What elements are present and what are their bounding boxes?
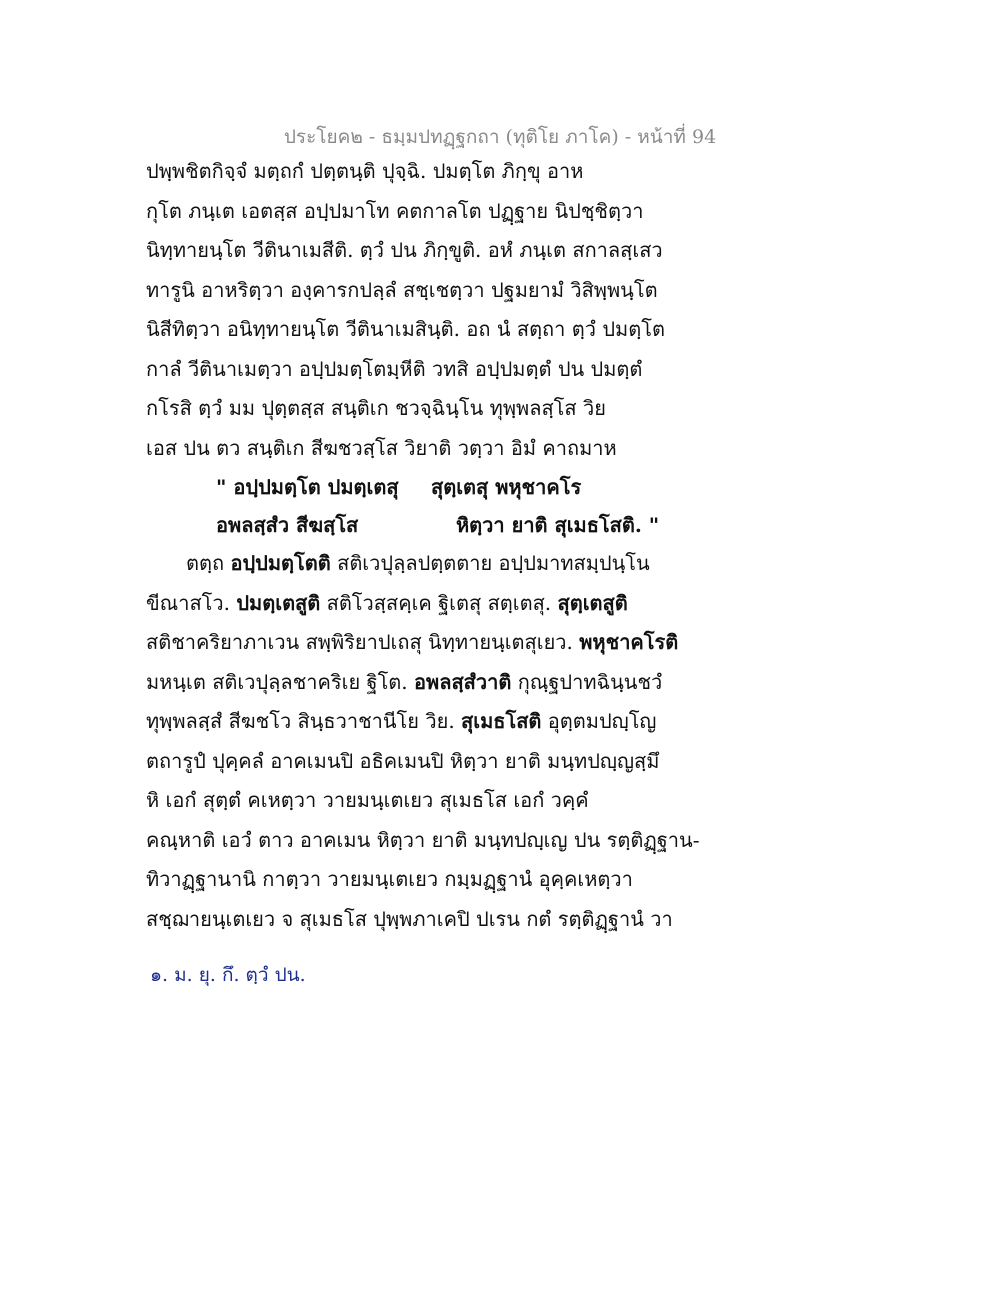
commentary-line — [146, 742, 746, 782]
footnote: ๑. ม. ยุ. กึ. ตฺวํ ปน. — [150, 964, 306, 986]
keyword-term: อพลสฺสํวาติ — [414, 669, 512, 694]
commentary-text: หิ เอกํ สุตฺตํ คเหตฺวา วายมนฺเตเยว สุเมธโส เอกํ วคฺคํ — [146, 788, 589, 812]
keyword-term: พหุชาคโรติ — [579, 630, 679, 654]
commentary-text: ทุพฺพลสฺสํ สีฆชโว สินฺธวาชานีโย วิย. — [146, 709, 462, 733]
verse-line-1-first-half: " อปฺปมตฺโต ปมตฺเตสุ — [216, 475, 399, 499]
keyword-term: สุตฺเตสูติ — [557, 590, 628, 615]
text-line: กาลํ วีตินาเมตฺวา อปฺปมตฺโตมฺหีติ วทสิ อปฺปมตฺตํ ปน ปมตฺตํ — [146, 356, 643, 381]
keyword-term: สุเมธโสติ — [461, 709, 542, 733]
commentary-line — [146, 623, 746, 663]
commentary-text: ทิวาฏฺฐานานิ กาตฺวา วายมนฺเตเยว กมฺมฏฺฐานํ อุคฺคเหตฺวา — [146, 867, 633, 891]
verse-line-2 — [146, 506, 746, 544]
commentary-text: คณฺหาติ เอวํ ตาว อาคเมน หิตฺวา ยาติ มนฺทปญฺเญ ปน รตฺติฏฺฐาน- — [146, 827, 700, 852]
verse-line-1-second-half: สุตฺเตสุ พหุชาคโร — [431, 475, 582, 499]
keyword-term: ปมตฺเตสูติ — [236, 590, 321, 615]
commentary-text: สติชาคริยาภาเวน สพฺพิริยาปเถสุ นิทฺทายนฺเตสุเยว. — [146, 630, 580, 654]
commentary-line — [146, 702, 746, 742]
commentary-text: กุณฺฐปาทฉินฺนชวํ — [511, 669, 663, 694]
text-line: นิสีทิตฺวา อนิทฺทายนฺโต วีตินาเมสินฺติ. อถ นํ สตฺถา ตฺวํ ปมตฺโต — [146, 317, 665, 341]
verse-line-2-first-half: อพลสฺสํว สีฆสฺโส — [216, 513, 359, 537]
keyword-term: อปฺปมตฺโตติ — [230, 551, 331, 575]
commentary-line — [146, 900, 746, 940]
commentary-text: ตถารูปํ ปุคฺคลํ อาคเมนปิ อธิคเมนปิ หิตฺวา ยาติ มนฺทปญฺญสฺมึ — [146, 748, 660, 773]
commentary-text: สติเวปุลฺลปตฺตตาย อปฺปมาทสมฺปนฺโน — [330, 551, 650, 575]
commentary — [146, 544, 746, 939]
commentary-line — [146, 584, 746, 624]
commentary-line — [146, 860, 746, 900]
commentary-line — [146, 821, 746, 861]
commentary-text: อุตฺตมปญฺโญ — [541, 709, 657, 733]
body-text — [146, 152, 746, 939]
commentary-text: ขีณาสโว. — [146, 590, 237, 615]
text-line: นิทฺทายนฺโต วีตินาเมสีติ. ตฺวํ ปน ภิกฺขูติ. อหํ ภนฺเต สกาลสฺเสว — [146, 238, 663, 262]
commentary-line — [146, 663, 746, 703]
commentary-text: ตตฺถ — [186, 551, 231, 575]
page-header: ประโยค๒ - ธมฺมปทฏฺฐกถา (ทุติโย ภาโค) - หน้าที่ 94 — [283, 126, 717, 148]
text-line: กุโต ภนฺเต เอตสฺส อปฺปมาโท คตกาลโต ปฏฺฐาย นิปชฺชิตฺวา — [146, 198, 644, 223]
text-line: เอส ปน ตว สนฺติเก สีฆชวสฺโส วิยาติ วตฺวา อิมํ คาถมาห — [146, 435, 617, 460]
verse-line-1 — [146, 468, 746, 506]
text-line: ปพฺพชิตกิจฺจํ มตฺถกํ ปตฺตนฺติ ปุจฺฉิ. ปมตฺโต ภิกฺขุ อาห — [146, 159, 584, 183]
verse-line-2-second-half: หิตฺวา ยาติ สุเมธโสติ. " — [456, 513, 660, 537]
commentary-line — [146, 781, 746, 821]
text-line: ทารูนิ อาหริตฺวา องฺคารกปลฺลํ สชฺเชตฺวา ปฐมยามํ วิสิพฺพนฺโต — [146, 277, 658, 302]
commentary-line — [146, 544, 746, 584]
text-line: กโรสิ ตฺวํ มม ปุตฺตสฺส สนฺติเก ชวจฺฉินฺโน ทุพฺพลสฺโส วิย — [146, 396, 606, 420]
commentary-text: สติโวสฺสคฺเค ฐิเตสุ สตฺเตสุ. — [320, 590, 558, 615]
commentary-text: สชฺฌายนฺเตเยว จ สุเมธโส ปุพฺพภาเคปิ ปเรน กตํ รตฺติฏฺฐานํ วา — [146, 906, 673, 931]
commentary-text: มหนฺเต สติเวปุลฺลชาคริเย ฐิโต. — [146, 669, 415, 694]
